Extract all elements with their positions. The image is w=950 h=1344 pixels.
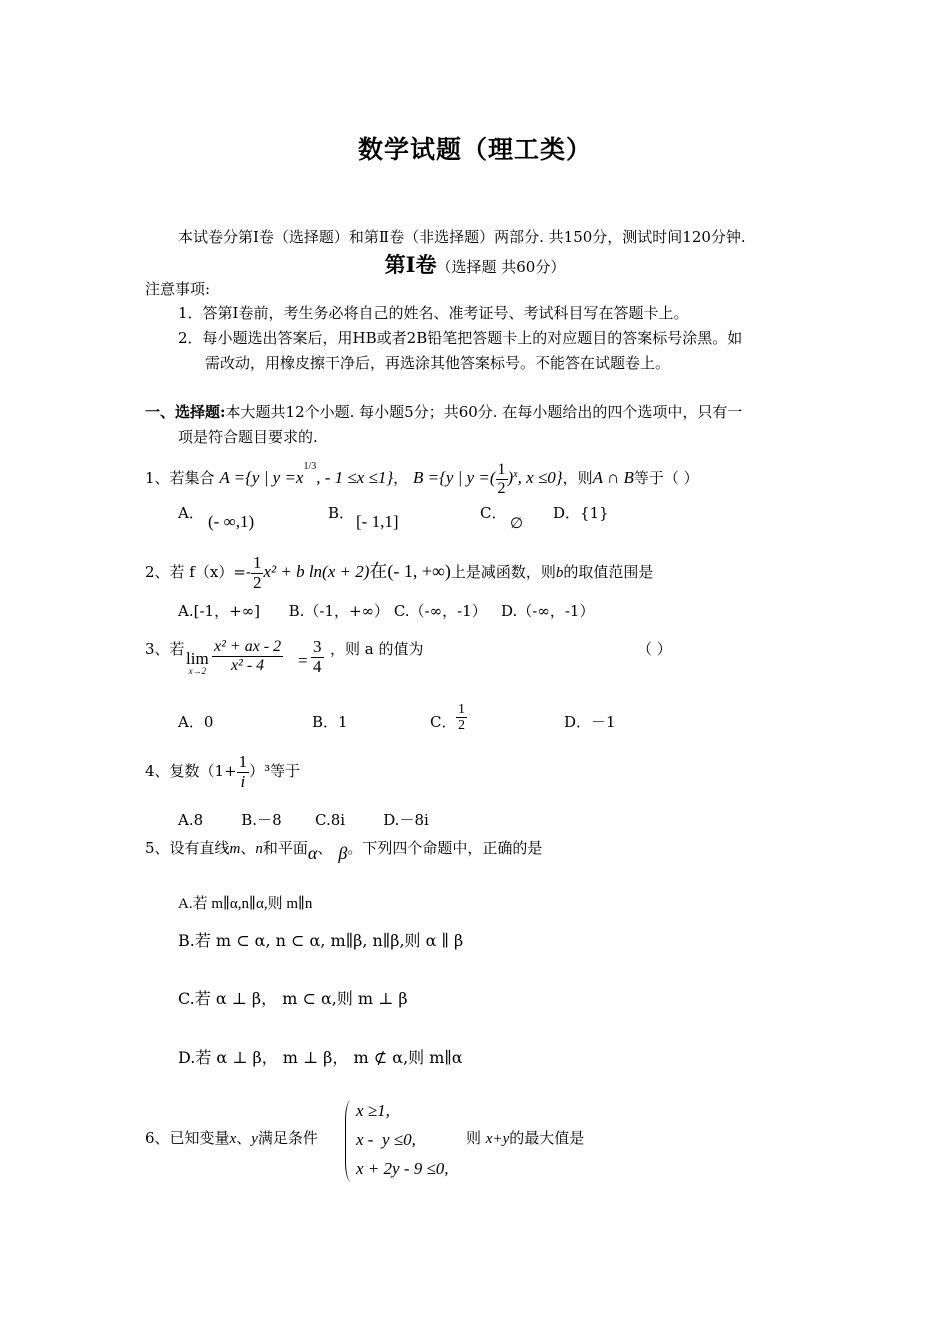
q6-brace: [345, 1100, 352, 1182]
note-item-2-cont: 需改动，用橡皮擦干净后，再选涂其他答案标号。不能答在试题卷上。: [205, 354, 671, 372]
q5-alpha: α: [307, 843, 318, 863]
q3-result: [311, 638, 324, 676]
q3-num: x² + ax - 2: [214, 638, 282, 655]
q6-tail-2: 的最大值是: [509, 1129, 585, 1147]
q5-beta: β: [338, 843, 348, 863]
q3-option-a: A．0: [178, 713, 214, 731]
volume-title: 第Ⅰ卷: [384, 252, 437, 277]
q3-option-c-value: [456, 702, 467, 734]
q3-option-b: B．1: [312, 713, 348, 731]
section-text-cont: 项是符合题目要求的.: [178, 428, 318, 446]
q2-tail: 上是减函数，则: [450, 563, 556, 581]
q4-den: i: [240, 771, 246, 791]
q5-tail: 。下列四个命题中，正确的是: [347, 839, 543, 857]
note-item-1: 1．答第Ⅰ卷前，考生务必将自己的姓名、准考证号、考试科目写在答题卡上。: [178, 304, 689, 322]
notes-heading: 注意事项:: [145, 280, 211, 298]
q6-condition-2: x - y ≤0,: [356, 1130, 416, 1149]
q1-comma: ，: [393, 469, 409, 487]
q1-intersection: A ∩ B: [592, 468, 634, 487]
q1-option-b-label: B．: [328, 504, 355, 522]
q3-equals: =: [298, 651, 308, 670]
section-label: 一、选择题:: [145, 403, 226, 421]
q1-half: [496, 461, 508, 497]
q2-options: A.[-1，+∞] B.（-1，+∞） C.（-∞，-1） D.（-∞，-1）: [178, 602, 595, 620]
q1-set-a-tail: , - 1 ≤x ≤1}: [316, 468, 394, 487]
q6-stem: 6、已知变量: [145, 1129, 230, 1147]
q6-sep: 、: [236, 1129, 252, 1147]
q5-stem: 5、设有直线: [145, 839, 230, 857]
volume-subtitle: （选择题 共60分）: [436, 258, 566, 276]
q1-set-a: A ={y | y =x: [219, 468, 304, 487]
q1-exp-b: x: [513, 469, 518, 480]
q5-option-a: A.若 m∥α,n∥α,则 m∥n: [178, 896, 313, 912]
page-title: 数学试题（理工类）: [357, 135, 592, 164]
volume-heading: [0, 249, 950, 279]
q4-options: A.8 B.－8 C.8i D.－8i: [178, 811, 429, 829]
q5-dot: 、: [317, 839, 333, 857]
q1-half-den: 2: [497, 479, 506, 497]
q3-den: x² - 4: [230, 656, 265, 674]
q1-option-c-value: ∅: [510, 516, 524, 532]
q3-option-c-den: 2: [458, 718, 465, 734]
q6-condition-3: x + 2y - 9 ≤0,: [356, 1159, 449, 1178]
q6-condition-1: x ≥1,: [356, 1101, 390, 1120]
q1-option-a-value: (- ∞,1): [208, 512, 255, 531]
q6-expr: x+y: [485, 1131, 510, 1147]
q4-stem: 4、复数（1+: [145, 762, 237, 780]
question-6: [145, 1127, 318, 1148]
q3-option-c-num: 1: [458, 702, 465, 717]
q1-option-a-label: A．: [178, 504, 204, 522]
q3-tail: ，则 a 的值为: [330, 640, 424, 658]
section-text: 本大题共12个小题. 每小题5分；共60分. 在每小题给出的四个选项中，只有一: [225, 403, 743, 421]
q1-option-b-value: [- 1,1]: [356, 512, 399, 531]
q1-exp-a: 1/3: [303, 461, 317, 472]
q2-var: b: [555, 565, 564, 581]
q2-expr: x² + b ln(x + 2): [263, 562, 370, 581]
q2-den: 2: [252, 572, 262, 592]
question-1: [145, 455, 699, 498]
q1-stem: 1、若集合: [145, 469, 215, 487]
q3-result-num: 3: [313, 637, 322, 656]
q3-lim-sub: x→2: [188, 666, 207, 676]
note-item-2: 2．每小题选出答案后，用HB或者2B铅笔把答题卡上的对应题目的答案标号涂黑。如: [178, 329, 743, 347]
q4-num: 1: [238, 751, 248, 771]
q6-x: x: [229, 1131, 237, 1147]
q5-option-b: B.若 m ⊂ α, n ⊂ α, m∥β, n∥β,则 α ∥ β: [178, 931, 464, 950]
question-2: [145, 548, 653, 596]
q1-option-c-label: C．: [480, 504, 507, 522]
q6-tail: 则: [466, 1129, 482, 1147]
q5-n: n: [255, 841, 263, 857]
q3-stem: 3、若: [145, 640, 185, 658]
q1-option-d: D．{1}: [553, 504, 609, 522]
q2-tail-2: 的取值范围是: [563, 563, 654, 581]
q1-half-num: 1: [497, 460, 506, 478]
intro-text: 本试卷分第Ⅰ卷（选择题）和第Ⅱ卷（非选择题）两部分. 共150分，测试时间120分钟.: [178, 228, 746, 246]
q2-num: 1: [252, 552, 262, 572]
q3-fraction: [212, 638, 283, 674]
q4-fraction: [237, 753, 250, 791]
q6-y: y: [251, 1131, 258, 1147]
q3-option-c-label: C．: [430, 713, 457, 731]
q3-limit: [186, 650, 209, 676]
q5-mid: 和平面: [262, 839, 308, 857]
section-heading: [145, 401, 742, 422]
q1-set-b-tail: ): [507, 468, 514, 487]
question-4: [145, 748, 300, 794]
q2-fraction: [251, 554, 264, 592]
q1-set-b-end: , x ≤0}: [517, 468, 563, 487]
q3-lim: lim: [186, 649, 209, 668]
q3-option-d: D．－1: [564, 713, 616, 731]
q2-stem: 2、若 f（x）=-: [145, 563, 251, 581]
q4-tail: ）³等于: [249, 762, 301, 780]
q2-interval: 在(- 1, +∞): [369, 561, 451, 581]
question-5: [145, 834, 542, 862]
q5-m: m: [229, 841, 241, 857]
q5-sep: 、: [240, 839, 256, 857]
q6-mid: 满足条件: [257, 1129, 318, 1147]
q6-question: [466, 1127, 584, 1148]
q5-option-c: C.若 α ⊥ β， m ⊂ α,则 m ⊥ β: [178, 989, 408, 1008]
q5-option-d: D.若 α ⊥ β， m ⊥ β， m ⊄ α,则 m∥α: [178, 1048, 463, 1067]
q1-ask-2: 等于（ ）: [633, 469, 699, 487]
q1-ask: ，则: [562, 469, 593, 487]
q1-set-b: B ={y | y =(: [412, 468, 496, 487]
q3-result-den: 4: [313, 656, 322, 676]
q3-answer-paren: （ ）: [637, 640, 672, 658]
